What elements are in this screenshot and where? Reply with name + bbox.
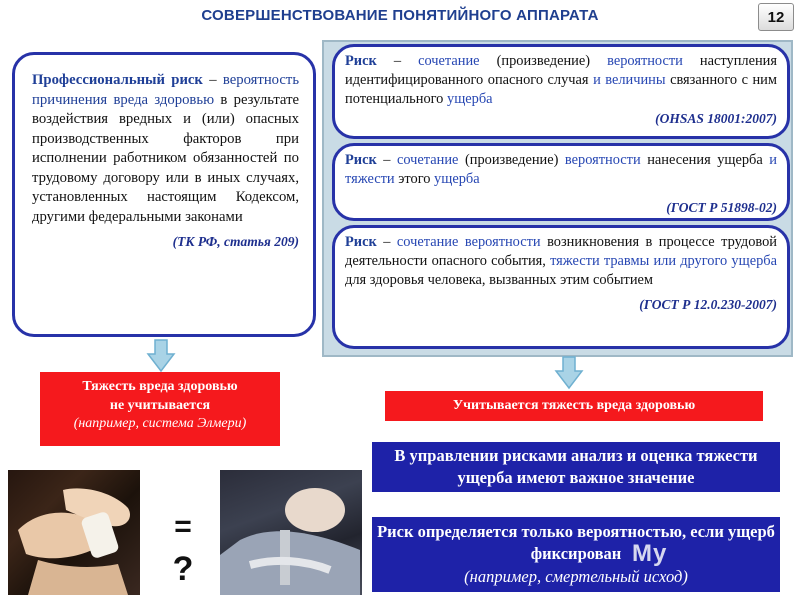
bandaging-hand-photo [8, 470, 140, 595]
bandage-image-icon [8, 470, 140, 595]
professional-risk-definition: Профессиональный риск – вероятность причинения вреда здоровью в результате воздействия вредных и (или) опасных производственных факторов при исполнении работником обязанностей по трудовому договору или в иных случаях, установленных настоящим Кодексом, другими федеральными законами (ТК РФ, статья 209) [12, 52, 316, 337]
question-mark: ? [172, 550, 194, 588]
page-title: СОВЕРШЕНСТВОВАНИЕ ПОНЯТИЙНОГО АППАРАТА [201, 7, 599, 24]
fixed-damage-conclusion: Риск определяется только вероятностью, если ущерб фиксирован (например, смертельный исход) [372, 517, 780, 592]
patient-image-icon [220, 470, 362, 595]
source-gost-51898: (ГОСТ Р 51898-02) [666, 200, 777, 216]
injured-patient-photo [220, 470, 362, 595]
down-arrow-icon [554, 356, 584, 390]
source-ohsas: (OHSAS 18001:2007) [655, 111, 777, 127]
equals-sign: = [174, 510, 192, 543]
severity-considered-box: Учитывается тяжесть вреда здоровью [385, 391, 763, 421]
source-tk-rf: (ТК РФ, статья 209) [172, 234, 299, 250]
definition-gost-51898: Риск – сочетание (произведение) вероятности нанесения ущерба и тяжести этого ущерба (ГОСТ Р 51898-02) [332, 143, 790, 221]
definition-ohsas: Риск – сочетание (произведение) вероятности наступления идентифицированного опасного случая и величины связанного с ним потенциального ущерба (OHSAS 18001:2007) [332, 44, 790, 139]
severity-not-considered-box: Тяжесть вреда здоровью не учитывается (например, система Элмери) [40, 372, 280, 446]
watermark: Мy [632, 540, 668, 567]
down-arrow-icon [146, 339, 176, 373]
slide-number: 12 [758, 3, 794, 31]
definition-gost-12-0-230: Риск – сочетание вероятности возникновения в процессе трудовой деятельности опасного события, тяжести травмы или другого ущерба для здоровья человека, вызванных этим событием (ГОСТ Р 12.0.230-2007) [332, 225, 790, 349]
source-gost-12-0-230: (ГОСТ Р 12.0.230-2007) [639, 297, 777, 313]
risk-management-conclusion: В управлении рисками анализ и оценка тяжести ущерба имеют важное значение [372, 442, 780, 492]
term-professional-risk: Профессиональный риск [32, 72, 203, 88]
